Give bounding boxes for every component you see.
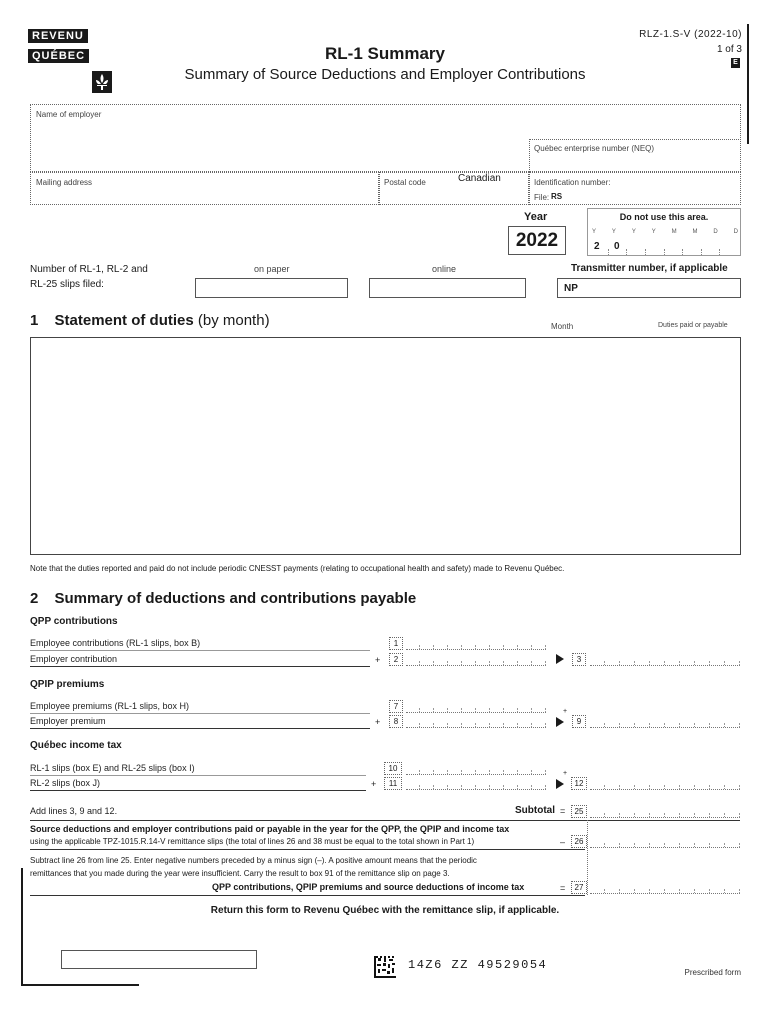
line27-bold-text: QPP contributions, QPIP premiums and source deductions of income tax	[212, 882, 525, 892]
line11-rule	[30, 790, 366, 791]
date-ticks	[590, 249, 738, 255]
date-letter-m2: M	[692, 229, 698, 235]
date-letter-d1: D	[713, 229, 718, 235]
page-number: 1 of 3	[716, 44, 742, 55]
line26-small-b: (the total of lines 26 and 38 must be equal to the total shown in Part 1)	[225, 837, 475, 846]
amount-field-2[interactable]	[406, 653, 546, 666]
page-title: RL-1 Summary	[325, 44, 445, 63]
section1-number: 1	[30, 312, 39, 329]
equals-sign-25: =	[560, 806, 566, 816]
section2-number: 2	[30, 590, 39, 607]
amount-field-10[interactable]	[406, 762, 546, 775]
date-letter-y3: Y	[631, 229, 636, 235]
amount-field-3[interactable]	[590, 653, 740, 666]
file-value: RS	[551, 192, 563, 201]
arrow-right-icon-3	[556, 654, 564, 664]
line1-rule	[30, 650, 370, 651]
date-digit-2: 0	[614, 241, 620, 252]
on-paper-label: on paper	[254, 264, 290, 274]
left-bracket-horizontal	[21, 984, 139, 986]
amount-field-9[interactable]	[590, 715, 740, 728]
logo-line1: REVENU	[28, 29, 88, 43]
line1-label: Employee contributions (RL-1 slips, box B)	[30, 638, 201, 648]
line26-small-text	[30, 837, 474, 846]
neq-label: Québec enterprise number (NEQ)	[534, 144, 655, 153]
date-letter-y1: Y	[592, 229, 597, 235]
line25-27-vertical-rule	[587, 820, 588, 895]
signature-field[interactable]	[61, 950, 257, 969]
box-11: 11	[384, 777, 402, 790]
line8-rule	[30, 728, 370, 729]
section2-title: Summary of deductions and contributions payable	[54, 590, 417, 607]
box-8: 8	[389, 715, 403, 728]
amount-field-1[interactable]	[406, 637, 546, 650]
line2-rule	[30, 666, 370, 667]
prescribed-form: Prescribed form	[684, 968, 741, 977]
employer-name-label: Name of employer	[36, 110, 102, 119]
slips-label-2: RL-25 slips filed:	[30, 279, 104, 290]
subtotal-label: Subtotal	[515, 805, 555, 816]
arrow-right-icon-9	[556, 717, 564, 727]
online-label: online	[432, 264, 457, 274]
month-header: Month	[551, 322, 574, 331]
amount-field-26[interactable]	[590, 835, 740, 848]
date-letter-m1: M	[671, 229, 677, 235]
plus-sign-11: +	[371, 779, 377, 789]
section2-heading	[30, 590, 416, 607]
section1-note: Note that the duties reported and paid do not include periodic CNESST payments (relating to occupational health and safety) made to Revenu Québec.	[30, 564, 565, 573]
amount-field-11[interactable]	[406, 777, 546, 790]
transmitter-field[interactable]	[557, 278, 741, 298]
box-12: 12	[571, 777, 587, 790]
right-edge-bar	[747, 24, 749, 144]
page-subtitle: Summary of Source Deductions and Employer Contributions	[184, 66, 586, 83]
mailing-address-field[interactable]	[30, 172, 379, 205]
box-9: 9	[572, 715, 586, 728]
fleur-de-lis-icon	[92, 71, 112, 93]
box-2: 2	[389, 653, 403, 666]
dnu-area	[587, 208, 741, 256]
plus-sign-12: +	[563, 770, 568, 777]
line7-label: Employee premiums (RL-1 slips, box H)	[30, 701, 190, 711]
box-10: 10	[384, 762, 402, 775]
date-letter-d2: D	[733, 229, 738, 235]
box-3: 3	[572, 653, 586, 666]
postal-code-field[interactable]	[379, 172, 529, 205]
form-code: RLZ-1.S-V (2022-10)	[639, 29, 742, 40]
amount-field-27[interactable]	[590, 881, 740, 894]
plus-sign-9: +	[563, 708, 568, 715]
line27-rule	[30, 895, 585, 896]
duties-header: Duties paid or payable	[658, 322, 728, 329]
box-26: 26	[571, 835, 587, 848]
section1-title: Statement of duties	[54, 312, 194, 329]
line11-label: RL-2 slips (box J)	[30, 778, 101, 788]
left-bracket-vertical	[21, 868, 23, 986]
box-27: 27	[571, 881, 587, 894]
equals-sign-27: =	[560, 883, 566, 893]
arrow-right-icon-12	[556, 779, 564, 789]
box-25: 25	[571, 805, 587, 818]
amount-field-7[interactable]	[406, 700, 546, 713]
logo-line2: QUÉBEC	[28, 49, 89, 63]
line26-bold-text: Source deductions and employer contributions paid or payable in the year for the QPP, the QPIP and income tax	[30, 824, 510, 834]
plus-sign-2: +	[375, 655, 381, 665]
amount-field-8[interactable]	[406, 715, 546, 728]
line10-rule	[30, 775, 366, 776]
box-1: 1	[389, 637, 403, 650]
year-value: 2022	[508, 226, 566, 255]
return-instruction: Return this form to Revenu Québec with the remittance slip, if applicable.	[210, 905, 560, 916]
line2-label: Employer contribution	[30, 654, 118, 664]
dnu-label: Do not use this area.	[619, 212, 709, 222]
date-letter-y4: Y	[651, 229, 656, 235]
section1-heading	[30, 312, 270, 329]
year-label: Year	[524, 211, 548, 223]
date-letter-y2: Y	[611, 229, 616, 235]
transmitter-prefix: NP	[564, 283, 578, 294]
tax-title: Québec income tax	[30, 740, 122, 751]
line7-rule	[30, 713, 370, 714]
lang-badge: E	[731, 58, 740, 68]
datamatrix-barcode-icon	[374, 956, 396, 978]
minus-sign-26: –	[560, 837, 566, 847]
amount-field-12[interactable]	[590, 777, 740, 790]
mailing-address-label: Mailing address	[36, 178, 93, 187]
box-7: 7	[389, 700, 403, 713]
plus-sign-8: +	[375, 717, 381, 727]
line27-text-a: Subtract line 26 from line 25. Enter negative numbers preceded by a minus sign (–). A positive amount means that the periodic	[30, 856, 477, 865]
online-field[interactable]	[369, 278, 526, 298]
line8-label: Employer premium	[30, 716, 106, 726]
barcode-text: 14Z6 ZZ 49529054	[408, 958, 548, 972]
amount-field-25[interactable]	[590, 805, 740, 818]
line26-rule	[30, 849, 585, 850]
line27-text-b: remittances that you made during the year were insufficient. Carry the result to box 91 of the remittance slip on page 3.	[30, 869, 450, 878]
postal-code-label: Postal code	[384, 178, 426, 187]
section1-title-light: (by month)	[197, 312, 270, 329]
dnu-date-letters	[592, 229, 738, 235]
line10-label: RL-1 slips (box E) and RL-25 slips (box I)	[30, 763, 195, 773]
subtotal-rule	[30, 820, 740, 821]
slips-label-1: Number of RL-1, RL-2 and	[30, 264, 148, 275]
file-label: File:	[534, 193, 550, 202]
duties-table-area[interactable]	[30, 337, 741, 555]
date-digit-1: 2	[594, 241, 600, 252]
line26-small-a: using the applicable TPZ-1015.R.14-V remittance slips	[30, 837, 224, 846]
country-value: Canadian	[458, 173, 501, 184]
add-lines-label: Add lines 3, 9 and 12.	[30, 806, 118, 816]
identification-label: Identification number:	[534, 178, 611, 187]
transmitter-label: Transmitter number, if applicable	[571, 263, 728, 274]
qpp-title: QPP contributions	[30, 616, 118, 627]
qpip-title: QPIP premiums	[30, 679, 105, 690]
on-paper-field[interactable]	[195, 278, 348, 298]
